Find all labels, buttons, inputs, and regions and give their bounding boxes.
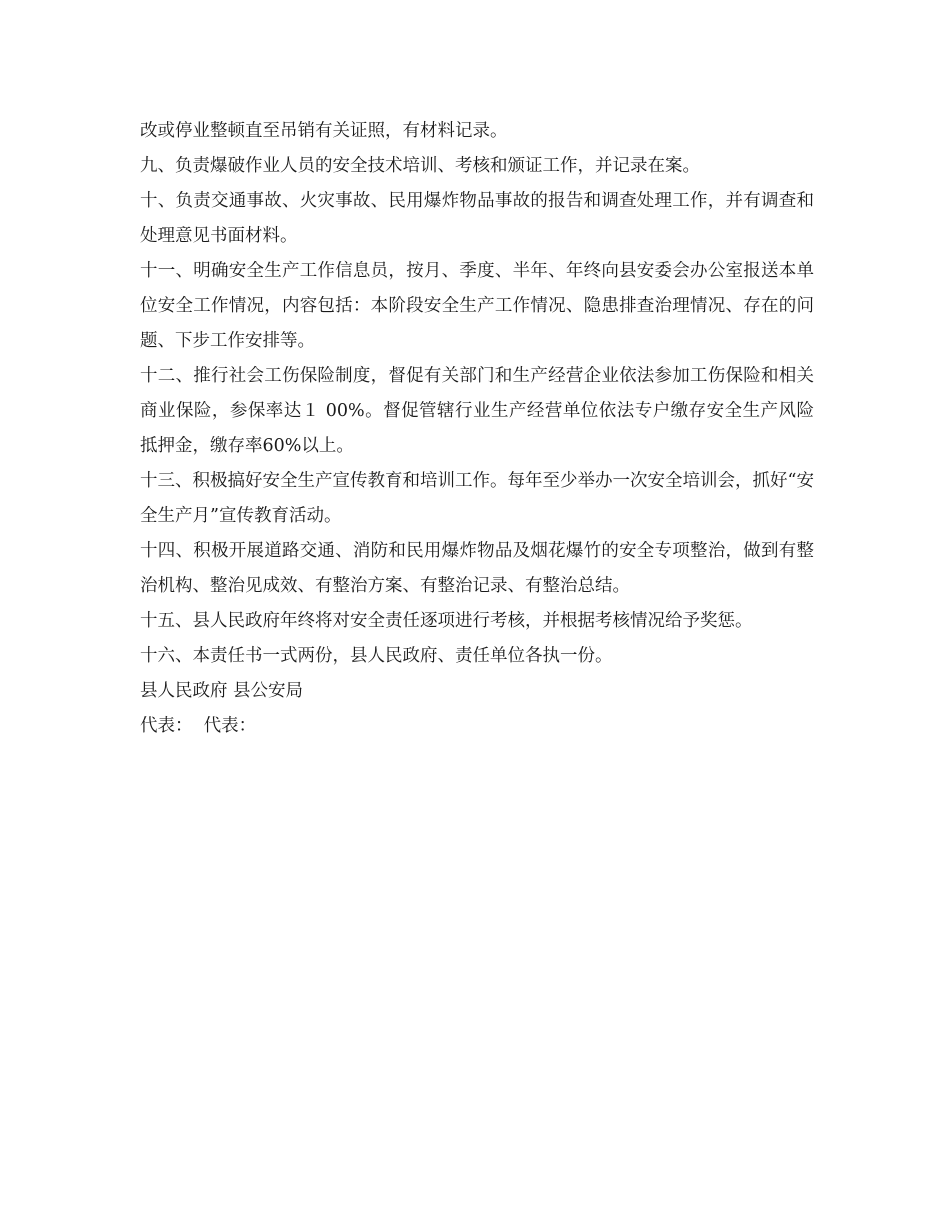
paragraph-item-9: 九、负责爆破作业人员的安全技术培训、考核和颁证工作，并记录在案。 <box>140 156 700 176</box>
document-body <box>140 114 814 744</box>
paragraph-item-12: 十二、推行社会工伤保险制度，督促有关部门和生产经营企业依法参加工伤保险和相关商业保险，参保率达１ 00%。督促管辖行业生产经营单位依法专户缴存安全生产风险抵押金，缴存率60%以上。 <box>140 366 814 456</box>
paragraph-item-11: 十一、明确安全生产工作信息员，按月、季度、半年、年终向县安委会办公室报送本单位安全工作情况，内容包括：本阶段安全生产工作情况、隐患排查治理情况、存在的问题、下步工作安排等。 <box>140 261 814 351</box>
signature-representatives: 代表： 代表： <box>140 716 257 736</box>
paragraph-item-13: 十三、积极搞好安全生产宣传教育和培训工作。每年至少举办一次安全培训会，抓好“安全生产月”宣传教育活动。 <box>140 471 814 526</box>
paragraph-item-15: 十五、县人民政府年终将对安全责任逐项进行考核，并根据考核情况给予奖惩。 <box>140 611 753 631</box>
paragraph-item-14: 十四、积极开展道路交通、消防和民用爆炸物品及烟花爆竹的安全专项整治，做到有整治机构、整治见成效、有整治方案、有整治记录、有整治总结。 <box>140 541 814 596</box>
paragraph-item-16: 十六、本责任书一式两份，县人民政府、责任单位各执一份。 <box>140 646 613 666</box>
paragraph-continuation: 改或停业整顿直至吊销有关证照，有材料记录。 <box>140 121 508 141</box>
paragraph-item-10: 十、负责交通事故、火灾事故、民用爆炸物品事故的报告和调查处理工作，并有调查和处理意见书面材料。 <box>140 191 814 246</box>
signature-parties: 县人民政府 县公安局 <box>140 681 304 701</box>
